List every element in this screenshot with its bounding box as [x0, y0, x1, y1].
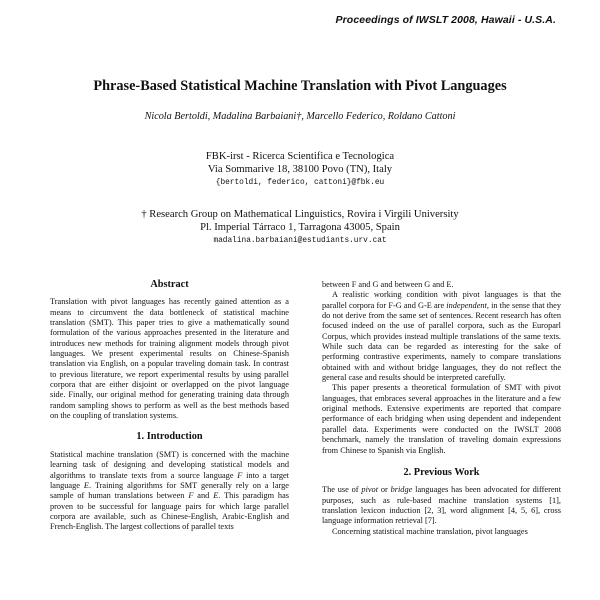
left-column [50, 280, 289, 533]
proceedings-header: Proceedings of IWSLT 2008, Hawaii - U.S.A. [335, 14, 556, 26]
abstract-text: Translation with pivot languages has recently gained attention as a means to circumvent the data bottleneck of statistical machine translation (SMT). This paper tries to give a mathematically sound formulation of the various approaches presented in the literature and introduces new methods for training alignment models through pivot languages. We present experimental results on Chinese-Spanish translation via English, on a popular traveling domain task. In contrast to previous literature, we report experimental results by using parallel corpora that are either disjoint or overlapped on the pivot language side. Finally, our original method for generating training data through random sampling shows to perform as well as the best methods based on the coupling of translation systems. [50, 297, 289, 421]
var-e: E [83, 480, 89, 490]
introduction-heading: 1. Introduction [136, 431, 203, 443]
paper-overview-paragraph: This paper presents a theoretical formulation of SMT with pivot languages, that embraces several approaches in the literature and a few original methods. Extensive experiments are reported that compare performance of each bridging when using dependent and independent parallel data. Experiments were conducted on the IWSLT 2008 benchmark, namely the translation of traveling domain expressions from Chinese to Spanish via English. [322, 383, 561, 455]
var-f: F [237, 470, 243, 480]
intro-text-c: . Training algorithms for SMT generally rely on a large sample of human translations between [50, 480, 289, 501]
p1-text-a: A realistic working condition with pivot languages is that the parallel corpora for F-G and G-E are [322, 290, 561, 310]
affiliation-urv [0, 208, 600, 248]
intro-text-a: Statistical machine translation (SMT) is concerned with the machine learning task of designing and developing statistical models and algorithms to translate texts from a source language [50, 449, 289, 480]
right-column [322, 280, 561, 537]
previous-work-heading: 2. Previous Work [403, 466, 480, 478]
introduction-paragraph [50, 450, 289, 533]
affiliation-urv-address: Pl. Imperial Tárraco 1, Tarragona 43005, Spain [200, 222, 400, 234]
independent-corpora-paragraph [322, 290, 561, 383]
affiliation-urv-name: † Research Group on Mathematical Linguistics, Rovira i Virgili University [141, 209, 459, 220]
var-e: E [213, 491, 219, 501]
affiliation-fbk-address: Via Sommarive 18, 38100 Povo (TN), Italy [207, 164, 393, 176]
intro-text-d: and [193, 491, 214, 501]
p1-text-b: , in the sense that they do not derive from the same set of sentences. Recent research has often focused indeed on the use of parallel corpora, such as the Europarl Corpus, which provides instead multiple translations of the same texts. While such data can be regarded as interesting for the sake of performing contrastive experiments, namely to compare translations obtained with and without bridge languages, they do not reflect the general case and results should be interpreted carefully. [322, 300, 561, 383]
affiliation-urv-email: madalina.barbaiani@estudiants.urv.cat [213, 236, 387, 245]
smt-pivot-paragraph: Concerning statistical machine translation, pivot languages [332, 526, 528, 536]
continued-paragraph: between F and G and between G and E. [322, 280, 454, 289]
p3-text-a: The use of [322, 485, 362, 495]
intro-text-b: into a target language [50, 470, 289, 490]
paper-title: Phrase-Based Statistical Machine Translation with Pivot Languages [93, 78, 507, 94]
emphasis-bridge: bridge [390, 485, 413, 495]
emphasis-independent: independent [446, 300, 487, 310]
intro-text-e: . This paradigm has proven to be successful for language pairs for which large parallel corpora are available, such as Chinese-English, Arabic-English and French-English. The largest collections of parallel texts [50, 491, 289, 532]
previous-work-paragraph [322, 485, 561, 526]
var-f: F [188, 491, 194, 501]
p3-text-b: or [378, 485, 391, 495]
abstract-heading: Abstract [150, 279, 189, 290]
affiliation-fbk [0, 150, 600, 190]
author-list: Nicola Bertoldi, Madalina Barbaiani†, Marcello Federico, Roldano Cattoni [144, 111, 456, 122]
p3-text-c: languages has been advocated for different purposes, such as rule-based machine translation systems [1], translation lexicon induction [2, 3], word alignment [4, 5, 6], cross language information retrieval [7]. [322, 485, 561, 526]
affiliation-fbk-email: {bertoldi, federico, cattoni}@fbk.eu [215, 178, 385, 187]
emphasis-pivot: pivot [361, 485, 379, 495]
affiliation-fbk-name: FBK-irst - Ricerca Scientifica e Tecnologica [205, 151, 395, 162]
